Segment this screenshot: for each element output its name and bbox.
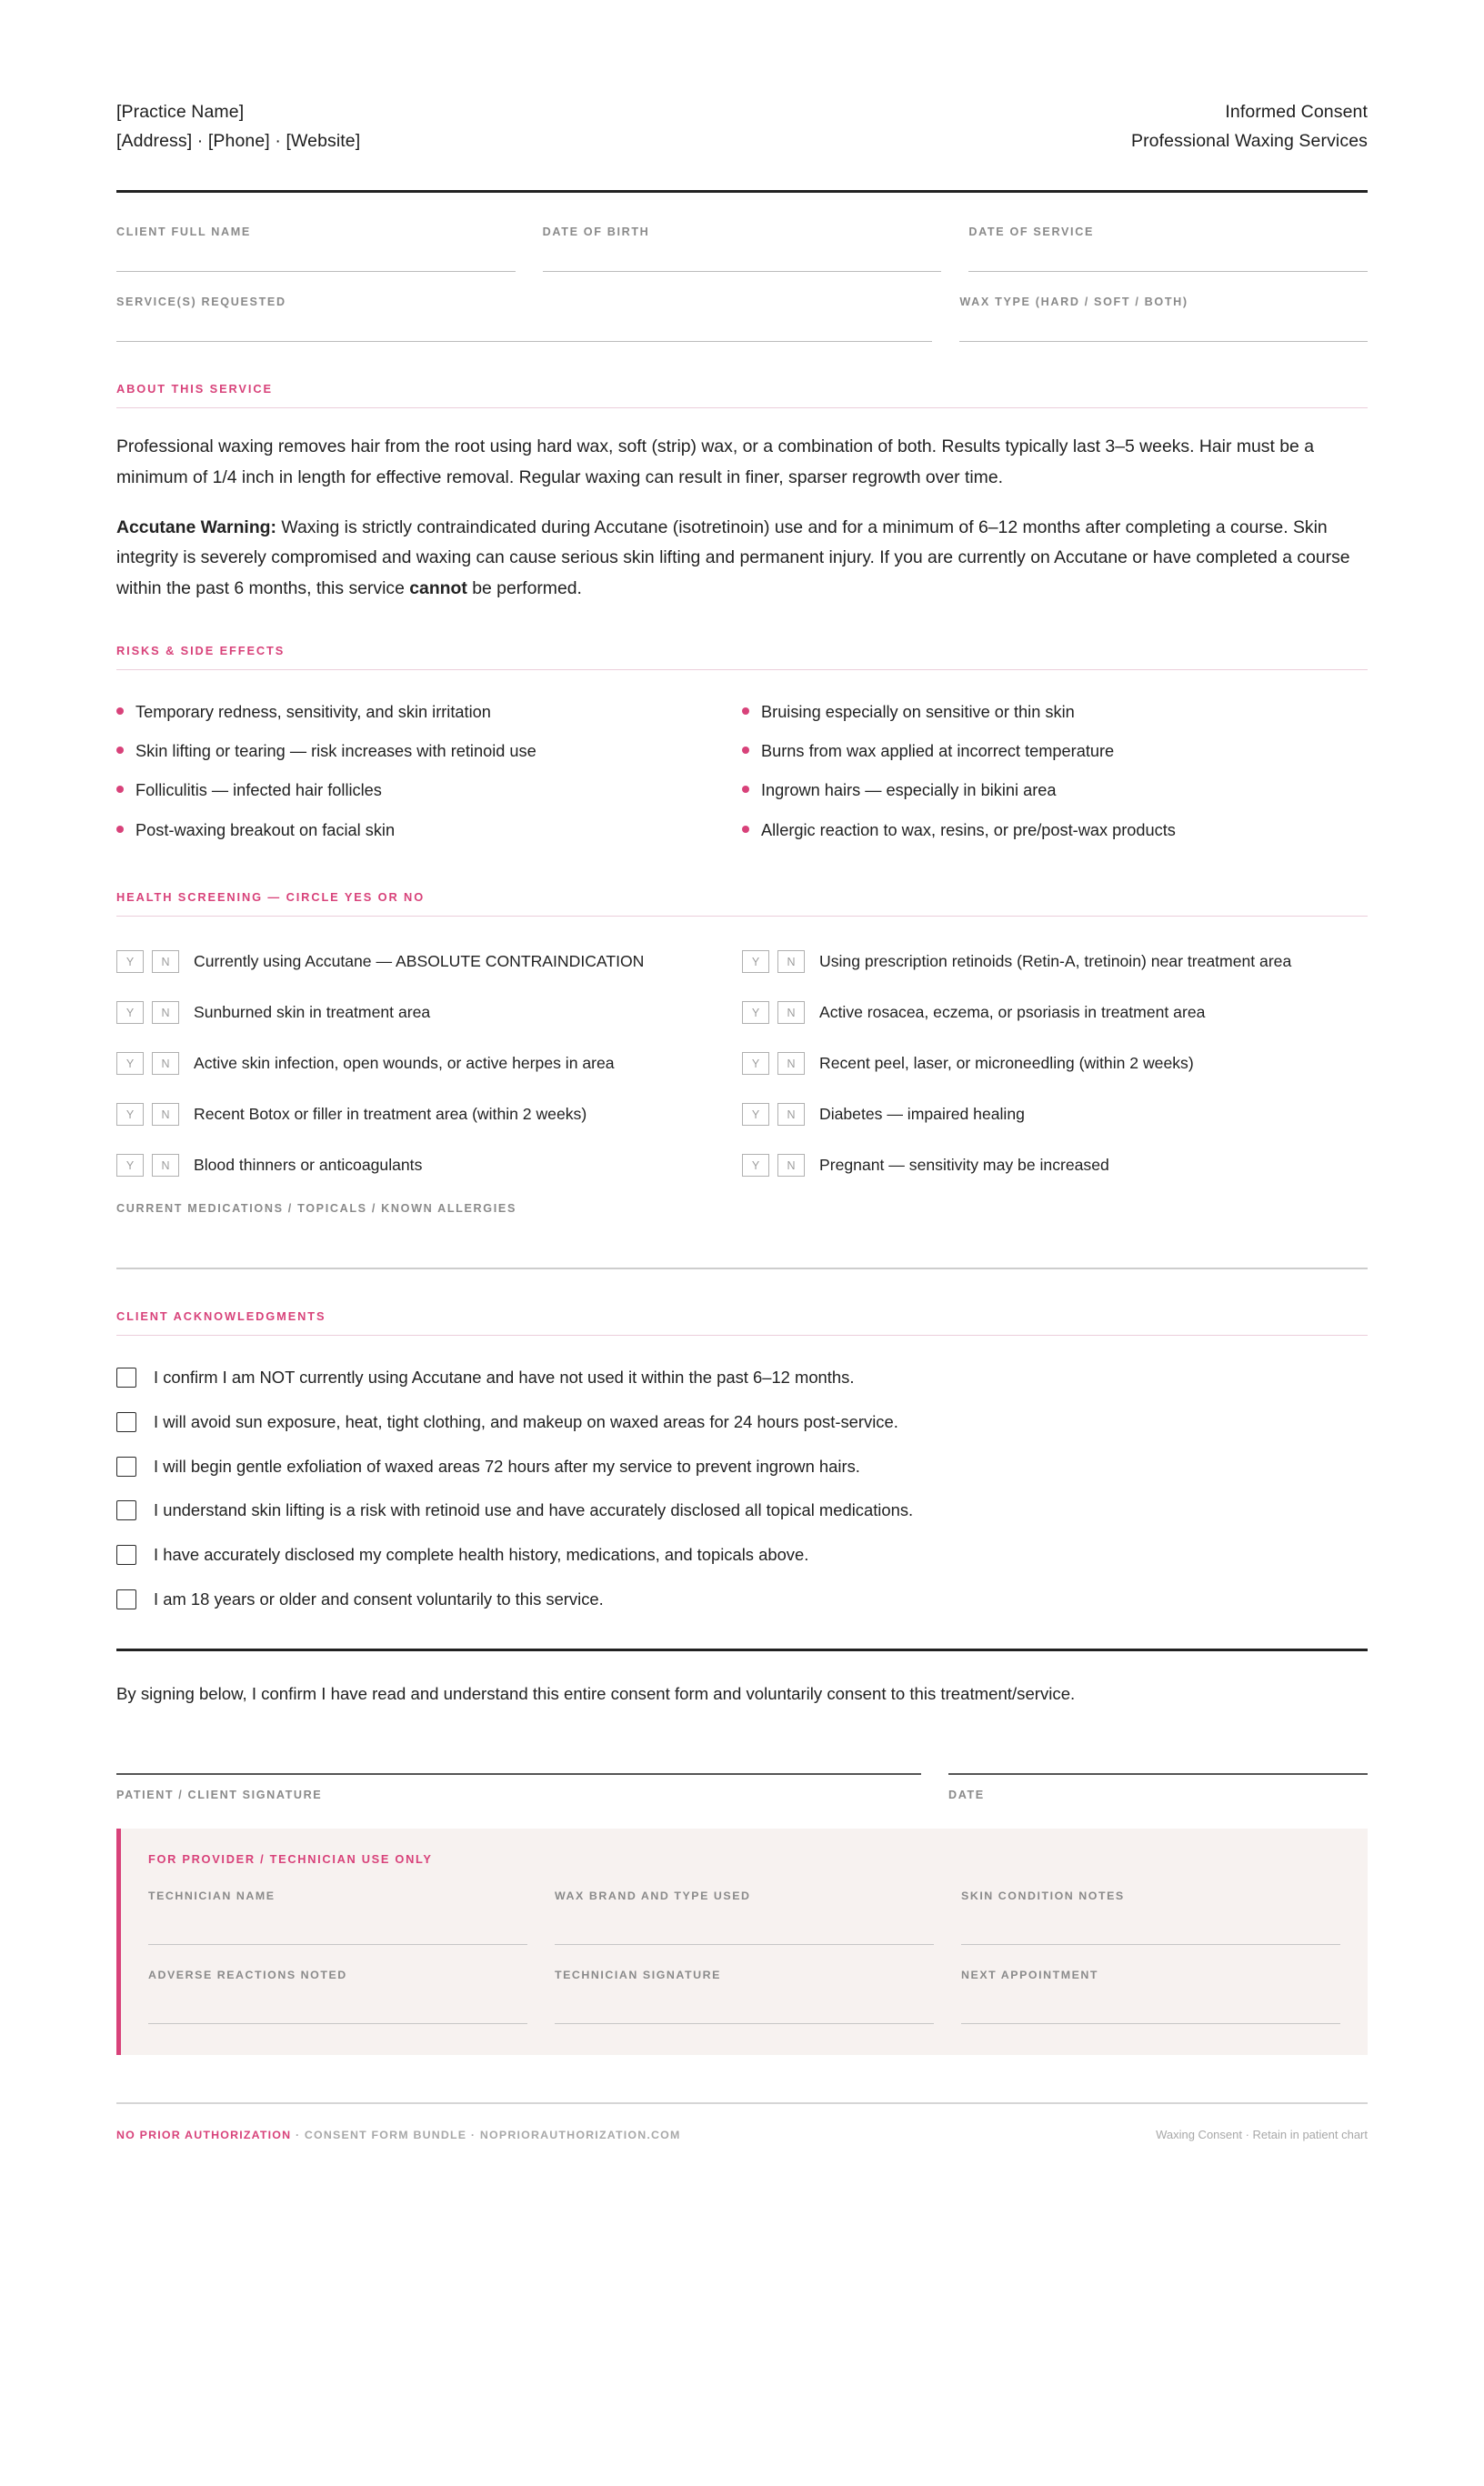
bullet-icon: [742, 826, 749, 833]
yes-option[interactable]: Y: [742, 1001, 769, 1024]
consent-statement: By signing below, I confirm I have read and understand this entire consent form and voluntarily consent to this treatment/service.: [116, 1684, 1076, 1704]
field-label: ADVERSE REACTIONS NOTED: [148, 1968, 347, 1981]
section-rule: [116, 669, 1368, 670]
acknowledgment-text: I have accurately disclosed my complete health history, medications, and topicals above.: [154, 1545, 809, 1565]
risk-item: [116, 692, 742, 731]
risk-text: Allergic reaction to wax, resins, or pre/post-wax products: [761, 820, 1176, 839]
section-heading: RISKS & SIDE EFFECTS: [116, 644, 286, 658]
yes-option[interactable]: Y: [116, 1154, 144, 1177]
field-current-medications[interactable]: [116, 1202, 1368, 1269]
checkbox[interactable]: [116, 1368, 136, 1388]
accutane-warning-body-1: Waxing is strictly contraindicated during Accutane (isotretinoin) use and for a minimum of 6–12 months after completing a course. Skin integrity is severely compromised and waxing can cause serious skin lifting and permanent injury. If you are currently on Accutane or have completed a course within the past 6 months, this service: [116, 516, 1350, 598]
field-writeline[interactable]: [961, 1944, 1340, 1945]
footer-row: [116, 2128, 1368, 2141]
field-client-full-name[interactable]: [116, 226, 516, 272]
screening-row: [116, 937, 729, 987]
screening-question-text: Blood thinners or anticoagulants: [194, 1156, 423, 1175]
no-option[interactable]: N: [152, 1001, 179, 1024]
screening-row: [742, 1140, 1355, 1191]
document-type: Informed Consent: [1225, 102, 1368, 122]
signature-writeline[interactable]: [948, 1773, 1368, 1775]
risk-text: Post-waxing breakout on facial skin: [135, 820, 396, 839]
acknowledgment-item[interactable]: [116, 1577, 1368, 1621]
acknowledgment-text: I will begin gentle exfoliation of waxed areas 72 hours after my service to prevent ingrown hairs.: [154, 1456, 860, 1476]
field-label: SKIN CONDITION NOTES: [961, 1889, 1125, 1902]
practice-contact: [Address] · [Phone] · [Website]: [116, 130, 361, 151]
field-writeline[interactable]: [555, 2023, 934, 2024]
yes-no-toggle-group[interactable]: [742, 1103, 805, 1126]
acknowledgment-item[interactable]: [116, 1444, 1368, 1489]
screening-question-text: Sunburned skin in treatment area: [194, 1003, 431, 1022]
screening-question-text: Currently using Accutane — ABSOLUTE CONTRAINDICATION: [194, 952, 645, 971]
yes-option[interactable]: Y: [742, 950, 769, 973]
document-identity: [1131, 98, 1368, 155]
screening-question-text: Active rosacea, eczema, or psoriasis in treatment area: [819, 1003, 1206, 1022]
field-writeline[interactable]: [116, 1268, 1368, 1269]
field-label: DATE OF BIRTH: [542, 226, 650, 239]
provider-use-only-panel: [116, 1829, 1368, 2055]
field-technician-name[interactable]: [148, 1890, 527, 1945]
no-option[interactable]: N: [152, 1103, 179, 1126]
yes-no-toggle-group[interactable]: [116, 1154, 179, 1177]
screening-question-text: Using prescription retinoids (Retin-A, tretinoin) near treatment area: [819, 952, 1292, 971]
yes-no-toggle-group[interactable]: [742, 1052, 805, 1075]
no-option[interactable]: N: [777, 1052, 805, 1075]
field-writeline[interactable]: [555, 1944, 934, 1945]
field-label: WAX BRAND AND TYPE USED: [555, 1889, 751, 1902]
yes-option[interactable]: Y: [116, 950, 144, 973]
accutane-warning-label: Accutane Warning:: [116, 516, 276, 537]
risk-text: Temporary redness, sensitivity, and skin irritation: [135, 702, 491, 721]
section-heading: CLIENT ACKNOWLEDGMENTS: [116, 1308, 326, 1323]
no-option[interactable]: N: [777, 1154, 805, 1177]
screening-columns: [116, 937, 1368, 1191]
footer-brand-line: [116, 2129, 681, 2141]
field-label: DATE: [948, 1788, 985, 1801]
no-option[interactable]: N: [152, 1154, 179, 1177]
field-label: SERVICE(S) REQUESTED: [116, 296, 286, 309]
acknowledgment-list: [116, 1356, 1368, 1622]
screening-row: [742, 1038, 1355, 1089]
section-health-screening: [116, 890, 1368, 917]
field-writeline[interactable]: [959, 341, 1368, 342]
field-skin-condition-notes[interactable]: [961, 1890, 1340, 1945]
field-label: CLIENT FULL NAME: [116, 226, 251, 239]
field-date-of-service[interactable]: [968, 226, 1368, 272]
field-label: DATE OF SERVICE: [968, 226, 1094, 239]
risk-text: Skin lifting or tearing — risk increases with retinoid use: [135, 741, 536, 760]
yes-option[interactable]: Y: [742, 1052, 769, 1075]
bullet-icon: [116, 786, 124, 793]
acknowledgment-text: I am 18 years or older and consent voluntarily to this service.: [154, 1589, 604, 1609]
bullet-icon: [116, 707, 124, 715]
no-option[interactable]: N: [777, 950, 805, 973]
checkbox[interactable]: [116, 1412, 136, 1432]
field-signature-date[interactable]: [948, 1773, 1368, 1801]
signature-writeline[interactable]: [116, 1773, 921, 1775]
field-services-requested[interactable]: [116, 296, 932, 342]
field-wax-type[interactable]: [959, 296, 1368, 342]
screening-question-text: Active skin infection, open wounds, or active herpes in area: [194, 1054, 615, 1073]
checkbox[interactable]: [116, 1457, 136, 1477]
section-heading: HEALTH SCREENING — CIRCLE YES OR NO: [116, 889, 426, 904]
acknowledgment-item[interactable]: [116, 1356, 1368, 1400]
no-option[interactable]: N: [777, 1001, 805, 1024]
section-risks-side-effects: [116, 644, 1368, 670]
screening-row: [116, 1140, 729, 1191]
checkbox[interactable]: [116, 1545, 136, 1565]
accutane-warning-paragraph: [116, 513, 1368, 604]
field-patient-signature[interactable]: [116, 1773, 921, 1801]
provider-fields-row-1: [148, 1890, 1340, 1945]
checkbox[interactable]: [116, 1500, 136, 1520]
section-rule: [116, 407, 1368, 408]
intake-fields-row-1: [116, 226, 1368, 272]
field-label: PATIENT / CLIENT SIGNATURE: [116, 1788, 323, 1801]
screening-row: [116, 987, 729, 1038]
field-label: CURRENT MEDICATIONS / TOPICALS / KNOWN ALLERGIES: [116, 1201, 516, 1215]
risks-columns: [116, 692, 1368, 850]
field-writeline[interactable]: [116, 341, 932, 342]
header-divider: [116, 190, 1368, 193]
risk-item: [742, 731, 1368, 770]
practice-name: [Practice Name]: [116, 102, 245, 122]
screening-question-text: Pregnant — sensitivity may be increased: [819, 1156, 1109, 1175]
risk-item: [116, 771, 742, 810]
risk-text: Burns from wax applied at incorrect temperature: [761, 741, 1115, 760]
checkbox[interactable]: [116, 1589, 136, 1609]
field-adverse-reactions-noted[interactable]: [148, 1969, 527, 2024]
screening-row: [742, 937, 1355, 987]
risk-item: [742, 692, 1368, 731]
screening-question-text: Recent peel, laser, or microneedling (within 2 weeks): [819, 1054, 1194, 1073]
screening-question-text: Recent Botox or filler in treatment area (within 2 weeks): [194, 1105, 587, 1124]
field-label: NEXT APPOINTMENT: [961, 1968, 1099, 1981]
risks-left-column: [116, 692, 742, 850]
bullet-icon: [742, 786, 749, 793]
yes-option[interactable]: Y: [116, 1103, 144, 1126]
acknowledgment-item[interactable]: [116, 1489, 1368, 1533]
risk-item: [116, 810, 742, 849]
section-rule: [116, 1335, 1368, 1336]
yes-option[interactable]: Y: [742, 1103, 769, 1126]
field-writeline[interactable]: [148, 2023, 527, 2024]
field-writeline[interactable]: [968, 271, 1368, 272]
field-label: TECHNICIAN NAME: [148, 1889, 276, 1902]
provider-fields-row-2: [148, 1969, 1340, 2024]
yes-option[interactable]: Y: [742, 1154, 769, 1177]
footer-note: Waxing Consent · Retain in patient chart: [1156, 2127, 1368, 2141]
signature-row: [116, 1773, 1368, 1801]
yes-option[interactable]: Y: [116, 1052, 144, 1075]
footer-brand-suffix: · CONSENT FORM BUNDLE · NOPRIORAUTHORIZATION.COM: [291, 2128, 681, 2141]
about-paragraph: Professional waxing removes hair from the root using hard wax, soft (strip) wax, or a combination of both. Results typically last 3–5 weeks. Hair must be a minimum of 1/4 inch in length for effective removal. Regular waxing can result in finer, sparser regrowth over time.: [116, 436, 1314, 487]
yes-no-toggle-group[interactable]: [116, 1001, 179, 1024]
risk-text: Folliculitis — infected hair follicles: [135, 781, 382, 800]
yes-no-toggle-group[interactable]: [116, 1052, 179, 1075]
consent-divider: [116, 1649, 1368, 1651]
field-date-of-birth[interactable]: [543, 226, 942, 272]
acknowledgment-item[interactable]: [116, 1533, 1368, 1578]
yes-option[interactable]: Y: [116, 1001, 144, 1024]
field-label: TECHNICIAN SIGNATURE: [555, 1968, 721, 1981]
screening-left-column: [116, 937, 742, 1191]
footer-divider: [116, 2102, 1368, 2104]
risk-item: [116, 731, 742, 770]
acknowledgment-text: I understand skin lifting is a risk with retinoid use and have accurately disclosed all topical medications.: [154, 1500, 914, 1520]
no-option[interactable]: N: [777, 1103, 805, 1126]
bullet-icon: [742, 707, 749, 715]
field-writeline[interactable]: [961, 2023, 1340, 2024]
yes-no-toggle-group[interactable]: [116, 1103, 179, 1126]
field-wax-brand-and-type[interactable]: [555, 1890, 934, 1945]
bullet-icon: [116, 826, 124, 833]
screening-row: [742, 1089, 1355, 1140]
acknowledgment-text: I will avoid sun exposure, heat, tight clothing, and makeup on waxed areas for 24 hours post-service.: [154, 1411, 898, 1431]
yes-no-toggle-group[interactable]: [742, 1154, 805, 1177]
bullet-icon: [116, 747, 124, 754]
section-client-acknowledgments: [116, 1309, 1368, 1336]
screening-row: [116, 1089, 729, 1140]
accutane-warning-body-2: be performed.: [466, 577, 582, 598]
field-label: WAX TYPE (HARD / SOFT / BOTH): [959, 296, 1188, 309]
intake-fields-row-2: [116, 296, 1368, 342]
no-option[interactable]: N: [152, 1052, 179, 1075]
risk-text: Ingrown hairs — especially in bikini area: [761, 781, 1057, 800]
yes-no-toggle-group[interactable]: [116, 950, 179, 973]
risk-item: [742, 810, 1368, 849]
screening-row: [116, 1038, 729, 1089]
no-option[interactable]: N: [152, 950, 179, 973]
field-next-appointment[interactable]: [961, 1969, 1340, 2024]
risks-right-column: [742, 692, 1368, 850]
footer-brand-name: NO PRIOR AUTHORIZATION: [116, 2128, 292, 2141]
field-writeline[interactable]: [543, 271, 942, 272]
yes-no-toggle-group[interactable]: [742, 1001, 805, 1024]
accutane-warning-emphasis: cannot: [409, 577, 467, 598]
acknowledgment-text: I confirm I am NOT currently using Accutane and have not used it within the past 6–12 months.: [154, 1368, 855, 1388]
risk-text: Bruising especially on sensitive or thin skin: [761, 702, 1075, 721]
section-rule: [116, 916, 1368, 917]
field-technician-signature[interactable]: [555, 1969, 934, 2024]
acknowledgment-item[interactable]: [116, 1399, 1368, 1444]
screening-right-column: [742, 937, 1368, 1191]
screening-row: [742, 987, 1355, 1038]
yes-no-toggle-group[interactable]: [742, 950, 805, 973]
field-writeline[interactable]: [116, 271, 516, 272]
practice-identity: [116, 98, 360, 155]
field-writeline[interactable]: [148, 1944, 527, 1945]
risk-item: [742, 771, 1368, 810]
bullet-icon: [742, 747, 749, 754]
screening-question-text: Diabetes — impaired healing: [819, 1105, 1025, 1124]
provider-panel-title: FOR PROVIDER / TECHNICIAN USE ONLY: [148, 1851, 433, 1866]
section-about-this-service: [116, 382, 1368, 408]
document-header: [116, 98, 1368, 190]
document-footer: [116, 2102, 1368, 2187]
section-heading: ABOUT THIS SERVICE: [116, 382, 273, 396]
document-subject: Professional Waxing Services: [1130, 130, 1368, 151]
